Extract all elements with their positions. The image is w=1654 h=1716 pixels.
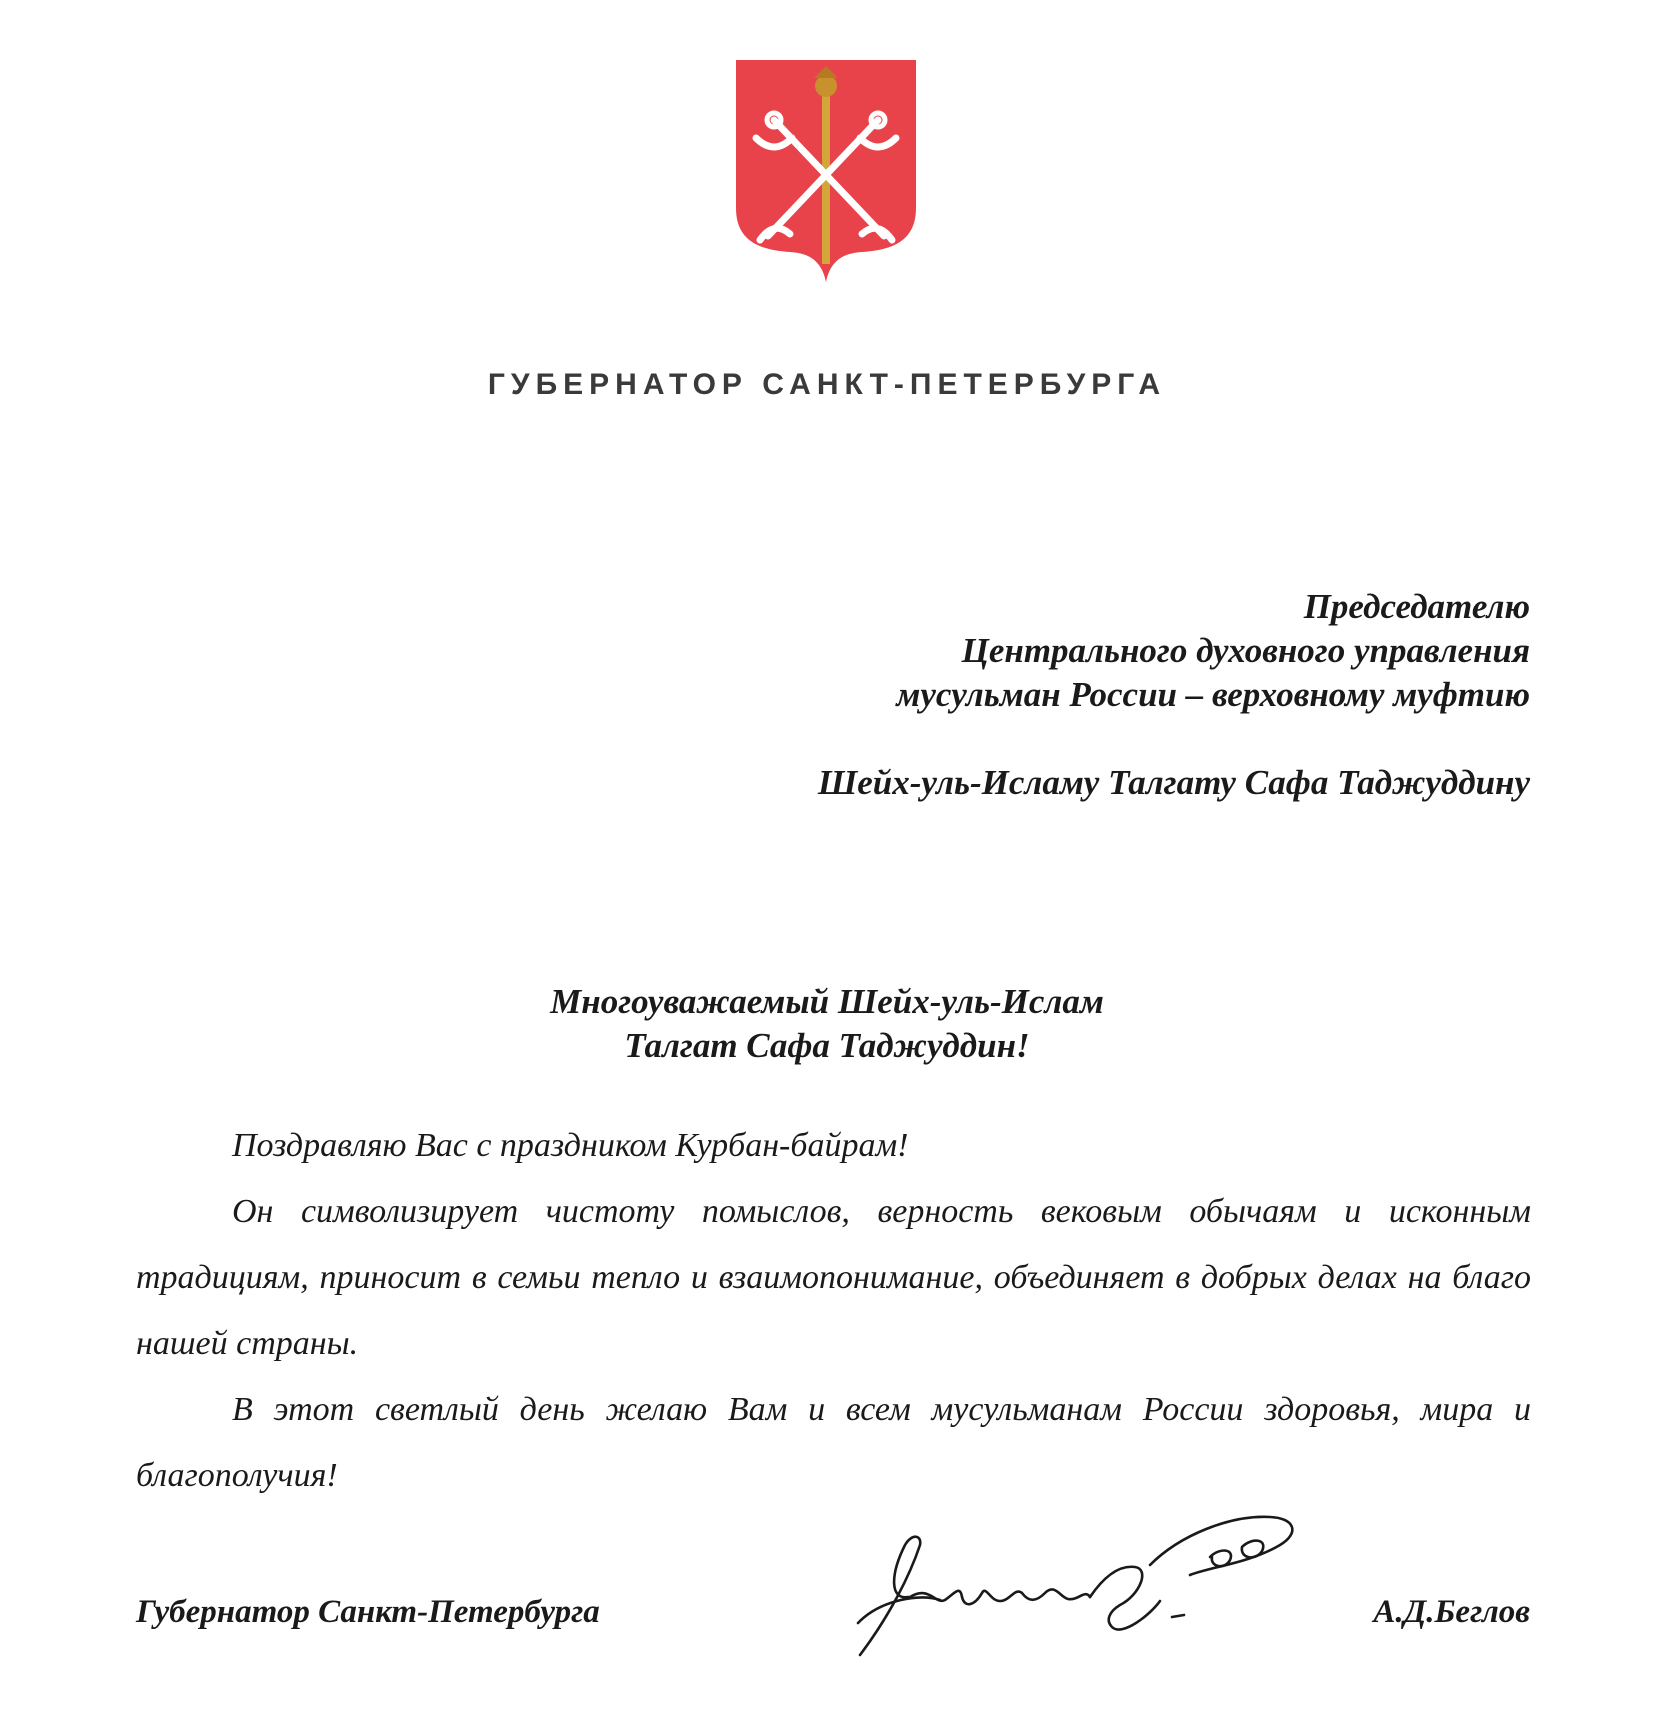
addressee-name: Шейх-уль-Исламу Талгату Сафа Таджуддину bbox=[817, 763, 1530, 802]
handwritten-signature-icon bbox=[850, 1505, 1340, 1665]
saint-petersburg-coat-of-arms-icon bbox=[734, 58, 918, 284]
signatory-name: А.Д.Беглов bbox=[1373, 1594, 1530, 1630]
salutation-line: Многоуважаемый Шейх-уль-Ислам bbox=[550, 982, 1104, 1021]
letter-body bbox=[136, 1113, 1531, 1509]
body-paragraph: Он символизирует чистоту помыслов, верность вековым обычаям и исконным традициям, приносит в семьи тепло и взаимопонимание, объединяет в добрых делах на благо нашей страны. bbox=[136, 1193, 1531, 1362]
salutation-line: Талгат Сафа Таджуддин! bbox=[624, 1026, 1030, 1065]
addressee-line: Председателю bbox=[1303, 587, 1530, 626]
body-paragraph: В этот светлый день желаю Вам и всем мусульманам России здоровья, мира и благополучия! bbox=[136, 1391, 1531, 1494]
addressee-block bbox=[818, 585, 1530, 805]
addressee-line: мусульман России – верховному муфтию bbox=[896, 675, 1530, 714]
addressee-line: Центрального духовного управления bbox=[961, 631, 1530, 670]
signatory-title: Губернатор Санкт-Петербурга bbox=[136, 1594, 600, 1630]
body-paragraph: Поздравляю Вас с праздником Курбан-байрам! bbox=[232, 1127, 909, 1164]
salutation bbox=[0, 980, 1654, 1068]
letterhead-title: ГУБЕРНАТОР САНКТ-ПЕТЕРБУРГА bbox=[487, 368, 1167, 401]
